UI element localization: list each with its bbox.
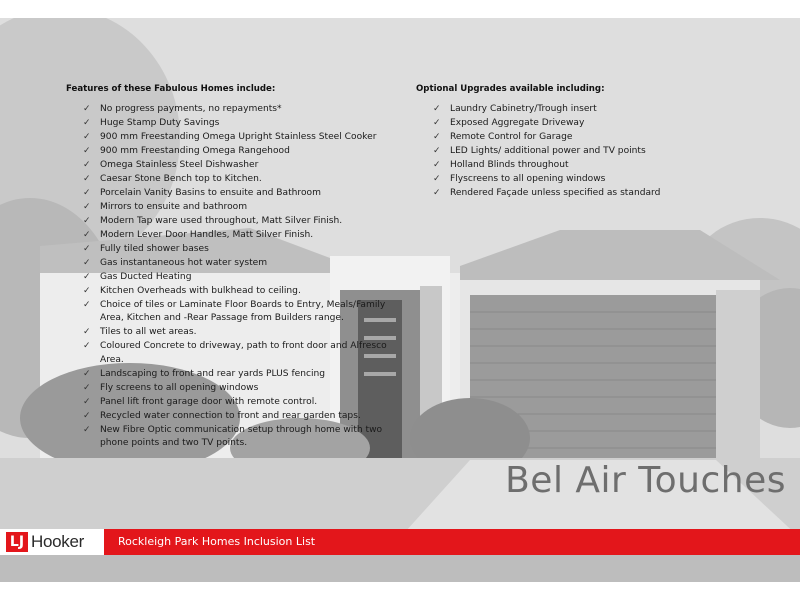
upgrades-list [416, 103, 746, 201]
checkmark-icon: ✓ [83, 327, 91, 338]
list-item-text: Porcelain Vanity Basins to ensuite and Bathroom [100, 188, 321, 198]
checkmark-icon: ✓ [83, 145, 91, 156]
list-item-text: Flyscreens to all opening windows [450, 174, 606, 185]
list-item [66, 396, 406, 410]
list-item-text: Mirrors to ensuite and bathroom [100, 201, 248, 212]
list-item-text: Modern Lever Door Handles, Matt Silver Finish. [100, 229, 314, 240]
checkmark-icon: ✓ [83, 215, 91, 226]
list-item [416, 159, 746, 173]
checkmark-icon: ✓ [83, 229, 91, 240]
checkmark-icon: ✓ [83, 131, 91, 142]
list-item [66, 410, 406, 424]
upgrades-column [416, 84, 746, 201]
list-item [66, 271, 406, 285]
checkmark-icon: ✓ [83, 368, 91, 379]
checkmark-icon: ✓ [83, 159, 91, 170]
list-item-text: Holland Blinds throughout [450, 160, 569, 171]
checkmark-icon: ✓ [433, 159, 441, 170]
list-item-text: Fly screens to all opening windows [100, 382, 259, 393]
list-item [66, 103, 406, 117]
checkmark-icon: ✓ [433, 173, 441, 184]
list-item-text: Recycled water connection to front and rear garden taps. [100, 410, 361, 421]
checkmark-icon: ✓ [83, 396, 91, 407]
list-item [66, 117, 406, 131]
checkmark-icon: ✓ [433, 117, 441, 128]
list-item [66, 187, 406, 201]
list-item [66, 424, 406, 452]
checkmark-icon: ✓ [83, 285, 91, 296]
checkmark-icon: ✓ [83, 243, 91, 254]
list-item [66, 243, 406, 257]
list-item-text: Tiles to all wet areas. [100, 327, 197, 338]
checkmark-icon: ✓ [433, 187, 441, 198]
list-item [66, 229, 406, 243]
list-item-text: Exposed Aggregate Driveway [450, 118, 585, 129]
checkmark-icon: ✓ [83, 117, 91, 128]
list-item-text: Fully tiled shower bases [100, 243, 209, 254]
checkmark-icon: ✓ [83, 382, 91, 393]
list-item [66, 326, 406, 340]
list-item [416, 103, 746, 117]
footer-title: Rockleigh Park Homes Inclusion List [118, 535, 316, 548]
features-column [66, 84, 406, 451]
checkmark-icon: ✓ [83, 257, 91, 268]
list-item [66, 368, 406, 382]
checkmark-icon: ✓ [433, 145, 441, 156]
list-item [66, 159, 406, 173]
list-item-text: 900 mm Freestanding Omega Rangehood [100, 146, 290, 157]
list-item [66, 382, 406, 396]
list-item [416, 187, 746, 201]
list-item [416, 117, 746, 131]
logo-mark: LJ [6, 532, 28, 552]
list-item-text: Omega Stainless Steel Dishwasher [100, 160, 259, 171]
list-item-text: LED Lights/ additional power and TV points [450, 146, 646, 157]
checkmark-icon: ✓ [83, 201, 91, 212]
list-item-text: Remote Control for Garage [450, 132, 573, 143]
list-item-text: Caesar Stone Bench top to Kitchen. [100, 174, 262, 185]
list-item-text: Gas instantaneous hot water system [100, 257, 268, 268]
list-item [66, 285, 406, 299]
list-item-text: Choice of tiles or Laminate Floor Boards to Entry, Meals/Family Area, Kitchen and -Rear Passage from Builders range. [100, 299, 386, 324]
checkmark-icon: ✓ [83, 341, 91, 352]
checkmark-icon: ✓ [83, 299, 91, 310]
checkmark-icon: ✓ [83, 173, 91, 184]
list-item [66, 257, 406, 271]
list-item-text: 900 mm Freestanding Omega Upright Stainless Steel Cooker [100, 132, 377, 143]
list-item-text: Coloured Concrete to driveway, path to front door and Alfresco Area. [100, 341, 387, 365]
checkmark-icon: ✓ [83, 104, 91, 114]
list-item [66, 299, 406, 327]
list-item-text: Gas Ducted Heating [100, 271, 192, 282]
list-item-text: Panel lift front garage door with remote control. [100, 396, 318, 407]
list-item [66, 173, 406, 187]
features-heading: Features of these Fabulous Homes include: [66, 84, 276, 94]
list-item [66, 145, 406, 159]
footer-bar [0, 529, 800, 555]
list-item-text: Landscaping to front and rear yards PLUS fencing [100, 368, 326, 379]
checkmark-icon: ✓ [433, 104, 441, 114]
list-item-text: Laundry Cabinetry/Trough insert [450, 104, 597, 115]
list-item [66, 131, 406, 145]
list-item [66, 201, 406, 215]
list-item-text: Kitchen Overheads with bulkhead to ceiling. [100, 285, 301, 296]
list-item [66, 340, 406, 368]
upgrades-heading: Optional Upgrades available including: [416, 84, 605, 94]
list-item-text: Modern Tap ware used throughout, Matt Silver Finish. [100, 215, 343, 226]
list-item [66, 215, 406, 229]
logo-word: Hooker [31, 532, 85, 551]
checkmark-icon: ✓ [83, 187, 91, 198]
features-list [66, 103, 406, 451]
checkmark-icon: ✓ [83, 424, 91, 435]
list-item-text: Huge Stamp Duty Savings [100, 118, 220, 129]
brochure-page [0, 18, 800, 582]
list-item-text: No progress payments, no repayments* [100, 104, 282, 115]
checkmark-icon: ✓ [83, 271, 91, 282]
headline: Bel Air Touches [505, 460, 786, 501]
list-item [416, 145, 746, 159]
list-item-text: New Fibre Optic communication setup through home with two phone points and two TV points. [100, 424, 383, 449]
list-item [416, 173, 746, 187]
lj-hooker-logo [0, 529, 104, 555]
list-item [416, 131, 746, 145]
list-item-text: Rendered Façade unless specified as standard [450, 188, 661, 198]
checkmark-icon: ✓ [83, 410, 91, 421]
checkmark-icon: ✓ [433, 131, 441, 142]
